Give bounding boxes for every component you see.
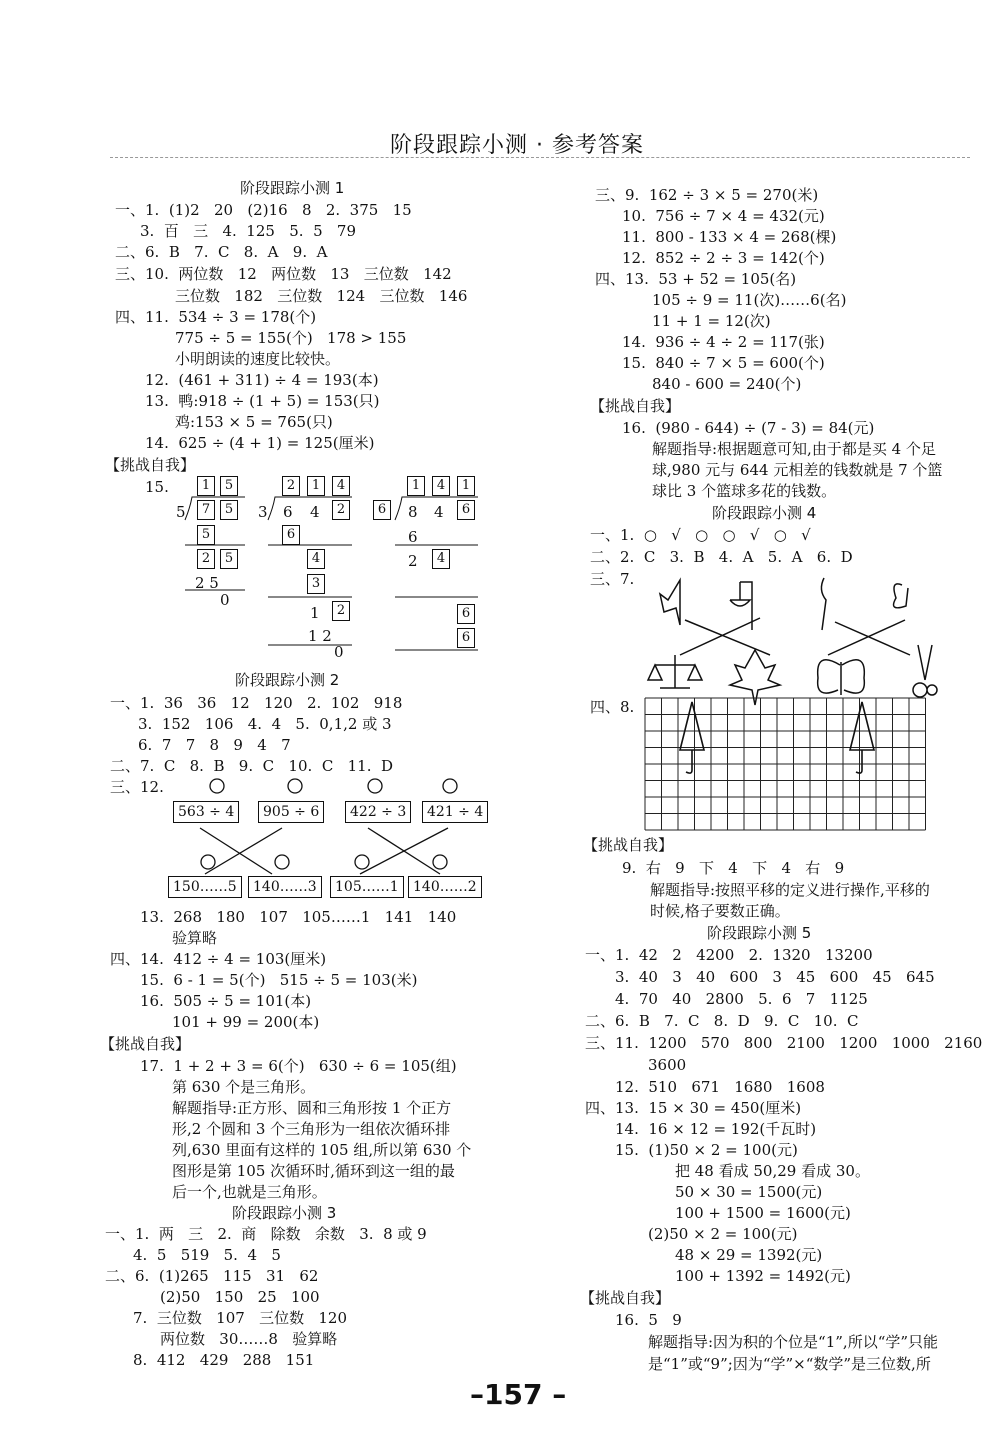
digit-box: 4 bbox=[432, 476, 450, 496]
answer-line: 列,630 里面有这样的 105 组,所以第 630 个 bbox=[172, 1141, 472, 1159]
answer-line: 三、11. 1200 570 800 2100 1200 1000 2160 bbox=[585, 1034, 983, 1052]
answer-line: 13. 鸭:918 ÷ (1 + 5) = 153(只) bbox=[145, 392, 380, 410]
answer-line: 一、1. ○ √ ○ ○ √ ○ √ bbox=[590, 526, 811, 544]
digit-box: 6 bbox=[457, 500, 475, 520]
answer-line: 三、9. 162 ÷ 3 × 5 = 270(米) bbox=[595, 186, 819, 204]
digit-box: 2 bbox=[282, 476, 300, 496]
section-heading: 阶段跟踪小测 3 bbox=[232, 1204, 337, 1222]
partial-result: 2 5 bbox=[195, 574, 219, 592]
answer-line: 把 48 看成 50,29 看成 30。 bbox=[675, 1162, 870, 1180]
umbrella-icon bbox=[850, 702, 874, 773]
answer-line: 三、10. 两位数 12 两位数 13 三位数 142 bbox=[115, 265, 452, 283]
scissors-icon bbox=[913, 645, 937, 697]
answer-line: 验算略 bbox=[172, 929, 218, 947]
answer-line: 后一个,也就是三角形。 bbox=[172, 1183, 327, 1201]
bottom-chip: 150……5 bbox=[168, 876, 242, 898]
section-heading: 【挑战自我】 bbox=[100, 1035, 191, 1053]
digit-box: 5 bbox=[220, 500, 238, 520]
answer-line: 第 630 个是三角形。 bbox=[172, 1078, 316, 1096]
title-divider bbox=[110, 157, 970, 158]
divisor: 5 bbox=[176, 503, 186, 521]
remainder: 0 bbox=[334, 643, 344, 661]
answer-line: 13. 268 180 107 105……1 141 140 bbox=[140, 908, 457, 926]
answer-line: 一、1. 42 2 4200 2. 1320 13200 bbox=[585, 946, 873, 964]
answer-line: 8. 412 429 288 151 bbox=[133, 1351, 315, 1369]
section-heading: 阶段跟踪小测 1 bbox=[240, 179, 345, 197]
answer-line: 100 + 1500 = 1600(元) bbox=[675, 1204, 851, 1222]
answer-line: 二、6. (1)265 115 31 62 bbox=[105, 1267, 319, 1285]
digit-box: 5 bbox=[197, 525, 215, 545]
bottom-chip: 140……3 bbox=[248, 876, 322, 898]
answer-line: 一、1. 36 36 12 120 2. 102 918 bbox=[110, 694, 403, 712]
answer-line: 50 × 30 = 1500(元) bbox=[675, 1183, 823, 1201]
top-chip: 422 ÷ 3 bbox=[345, 801, 411, 823]
half-stick-icon bbox=[821, 578, 826, 630]
answer-line: 二、7. C 8. B 9. C 10. C 11. D bbox=[110, 757, 394, 775]
answer-line: 四、11. 534 ÷ 3 = 178(个) bbox=[115, 308, 317, 326]
dividend-digit: 6 bbox=[283, 503, 293, 521]
section-heading: 【挑战自我】 bbox=[583, 836, 674, 854]
partial-digit: 6 bbox=[408, 528, 418, 546]
section-heading: 阶段跟踪小测 2 bbox=[235, 671, 340, 689]
section-heading: 【挑战自我】 bbox=[590, 397, 681, 415]
page-number: –157 – bbox=[470, 1378, 567, 1411]
answer-line: 四、14. 412 ÷ 4 = 103(厘米) bbox=[110, 950, 327, 968]
answer-line: 16. 5 9 bbox=[615, 1311, 682, 1329]
answer-line: 四、8. bbox=[590, 698, 635, 716]
answer-line: 3. 152 106 4. 4 5. 0,1,2 或 3 bbox=[138, 715, 392, 733]
umbrella-icon bbox=[680, 702, 704, 773]
answer-line: 11 + 1 = 12(次) bbox=[652, 312, 771, 330]
answer-line: (2)50 150 25 100 bbox=[160, 1288, 320, 1306]
partial-digit: 1 bbox=[310, 604, 320, 622]
dividend-digit: 8 bbox=[408, 503, 418, 521]
answer-line: 二、2. C 3. B 4. A 5. A 6. D bbox=[590, 548, 853, 566]
maple-leaf-icon bbox=[730, 650, 780, 705]
answer-line: 3600 bbox=[648, 1056, 687, 1074]
section-heading: 【挑战自我】 bbox=[105, 456, 196, 474]
answer-line: 100 + 1392 = 1492(元) bbox=[675, 1267, 851, 1285]
digit-box: 3 bbox=[307, 574, 325, 594]
bottom-chip: 140……2 bbox=[408, 876, 482, 898]
answer-line: 三位数 182 三位数 124 三位数 146 bbox=[175, 287, 468, 305]
answer-line: 四、13. 15 × 30 = 450(厘米) bbox=[585, 1099, 802, 1117]
answer-line: 14. 625 ÷ (4 + 1) = 125(厘米) bbox=[145, 434, 375, 452]
digit-box: 2 bbox=[332, 601, 350, 621]
answer-line: 48 × 29 = 1392(元) bbox=[675, 1246, 823, 1264]
half-leaf-icon bbox=[660, 580, 680, 625]
answer-line: 14. 936 ÷ 4 ÷ 2 = 117(张) bbox=[622, 333, 825, 351]
partial-digit: 2 bbox=[408, 552, 418, 570]
digit-box: 6 bbox=[282, 525, 300, 545]
answer-line: 是“1”或“9”;因为“学”×“数学”是三位数,所 bbox=[648, 1355, 931, 1373]
dividend-digit: 4 bbox=[434, 503, 444, 521]
section-heading: 【挑战自我】 bbox=[580, 1289, 671, 1307]
divisor: 3 bbox=[258, 503, 268, 521]
digit-box: 1 bbox=[197, 476, 215, 496]
digit-box: 5 bbox=[220, 476, 238, 496]
answer-line: 12. 852 ÷ 2 ÷ 3 = 142(个) bbox=[622, 249, 825, 267]
digit-box: 1 bbox=[307, 476, 325, 496]
answer-line: 二、6. B 7. C 8. A 9. A bbox=[115, 243, 328, 261]
answer-line: 15. bbox=[145, 478, 169, 496]
answer-line: 12. 510 671 1680 1608 bbox=[615, 1078, 825, 1096]
top-chip: 563 ÷ 4 bbox=[173, 801, 239, 823]
answer-line: 球,980 元与 644 元相差的钱数就是 7 个篮 bbox=[652, 461, 943, 479]
partial-result: 1 2 bbox=[308, 627, 332, 645]
answer-line: 3. 40 3 40 600 3 45 600 45 645 bbox=[615, 968, 935, 986]
answer-line: 解题指导:按照平移的定义进行操作,平移的 bbox=[650, 881, 930, 899]
digit-box: 1 bbox=[457, 476, 475, 496]
digit-box: 4 bbox=[307, 549, 325, 569]
top-chip: 905 ÷ 6 bbox=[258, 801, 324, 823]
answer-line: 14. 16 × 12 = 192(千瓦时) bbox=[615, 1120, 817, 1138]
answer-line: 时候,格子要数正确。 bbox=[650, 902, 790, 920]
top-chip: 421 ÷ 4 bbox=[422, 801, 488, 823]
answer-line: 9. 右 9 下 4 下 4 右 9 bbox=[622, 859, 845, 877]
answer-line: 16. (980 - 644) ÷ (7 - 3) = 84(元) bbox=[622, 419, 875, 437]
section-heading: 阶段跟踪小测 4 bbox=[712, 504, 817, 522]
butterfly-icon bbox=[818, 660, 865, 695]
answer-line: 16. 505 ÷ 5 = 101(本) bbox=[140, 992, 312, 1010]
answer-line: 4. 5 519 5. 4 5 bbox=[133, 1246, 281, 1264]
answer-line: 四、13. 53 + 52 = 105(名) bbox=[595, 270, 797, 288]
answer-line: 解题指导:因为积的个位是“1”,所以“学”只能 bbox=[648, 1333, 939, 1351]
answer-line: 解题指导:根据题意可知,由于都是买 4 个足 bbox=[652, 440, 936, 458]
answer-line: 15. (1)50 × 2 = 100(元) bbox=[615, 1141, 798, 1159]
answer-line: 图形是第 105 次循环时,循环到这一组的最 bbox=[172, 1162, 455, 1180]
answer-line: 球比 3 个篮球多花的钱数。 bbox=[652, 482, 837, 500]
answer-line: 3. 百 三 4. 125 5. 5 79 bbox=[140, 222, 357, 240]
remainder: 0 bbox=[220, 591, 230, 609]
answer-line: 12. (461 + 311) ÷ 4 = 193(本) bbox=[145, 371, 379, 389]
answer-line: 两位数 30……8 验算略 bbox=[160, 1330, 338, 1348]
answer-line: 15. 6 - 1 = 5(个) 515 ÷ 5 = 103(米) bbox=[140, 971, 418, 989]
answer-line: 11. 800 - 133 × 4 = 268(棵) bbox=[622, 228, 837, 246]
dividend-digit: 4 bbox=[310, 503, 320, 521]
answer-line: 一、1. (1)2 20 (2)16 8 2. 375 15 bbox=[115, 201, 412, 219]
answer-line: 6. 7 7 8 9 4 7 bbox=[138, 736, 291, 754]
half-butterfly-icon bbox=[894, 584, 908, 608]
answer-line: 一、1. 两 三 2. 商 除数 余数 3. 8 或 9 bbox=[105, 1225, 427, 1243]
bottom-chip: 105……1 bbox=[330, 876, 404, 898]
answer-line: 形,2 个圆和 3 个三角形为一组依次循环排 bbox=[172, 1120, 451, 1138]
digit-box: 6 bbox=[373, 500, 391, 520]
digit-box: 2 bbox=[197, 549, 215, 569]
answer-line: 二、6. B 7. C 8. D 9. C 10. C bbox=[585, 1012, 859, 1030]
digit-box: 7 bbox=[197, 500, 215, 520]
answer-line: 840 - 600 = 240(个) bbox=[652, 375, 802, 393]
section-heading: 阶段跟踪小测 5 bbox=[707, 924, 812, 942]
answer-line: 775 ÷ 5 = 155(个) 178 > 155 bbox=[175, 329, 407, 347]
half-scale-icon bbox=[730, 582, 752, 630]
answer-line: 小明朗读的速度比较快。 bbox=[175, 350, 341, 368]
digit-box: 4 bbox=[332, 476, 350, 496]
digit-box: 1 bbox=[407, 476, 425, 496]
digit-box: 5 bbox=[220, 549, 238, 569]
scale-icon bbox=[648, 655, 702, 688]
answer-line: (2)50 × 2 = 100(元) bbox=[648, 1225, 798, 1243]
answer-line: 15. 840 ÷ 7 × 5 = 600(个) bbox=[622, 354, 825, 372]
digit-box: 6 bbox=[457, 604, 475, 624]
answer-line: 10. 756 ÷ 7 × 4 = 432(元) bbox=[622, 207, 825, 225]
digit-box: 6 bbox=[457, 628, 475, 648]
answer-line: 三、12. bbox=[110, 778, 164, 796]
page-title: 阶段跟踪小测 · 参考答案 bbox=[390, 133, 644, 158]
answer-line: 105 ÷ 9 = 11(次)……6(名) bbox=[652, 291, 847, 309]
digit-box: 4 bbox=[432, 549, 450, 569]
answer-line: 解题指导:正方形、圆和三角形按 1 个正方 bbox=[172, 1099, 452, 1117]
answer-line: 鸡:153 × 5 = 765(只) bbox=[175, 413, 333, 431]
answer-line: 三、7. bbox=[590, 570, 635, 588]
answer-line: 101 + 99 = 200(本) bbox=[172, 1013, 320, 1031]
digit-box: 2 bbox=[332, 500, 350, 520]
answer-line: 17. 1 + 2 + 3 = 6(个) 630 ÷ 6 = 105(组) bbox=[140, 1057, 457, 1075]
answer-line: 4. 70 40 2800 5. 6 7 1125 bbox=[615, 990, 868, 1008]
answer-line: 7. 三位数 107 三位数 120 bbox=[133, 1309, 348, 1327]
